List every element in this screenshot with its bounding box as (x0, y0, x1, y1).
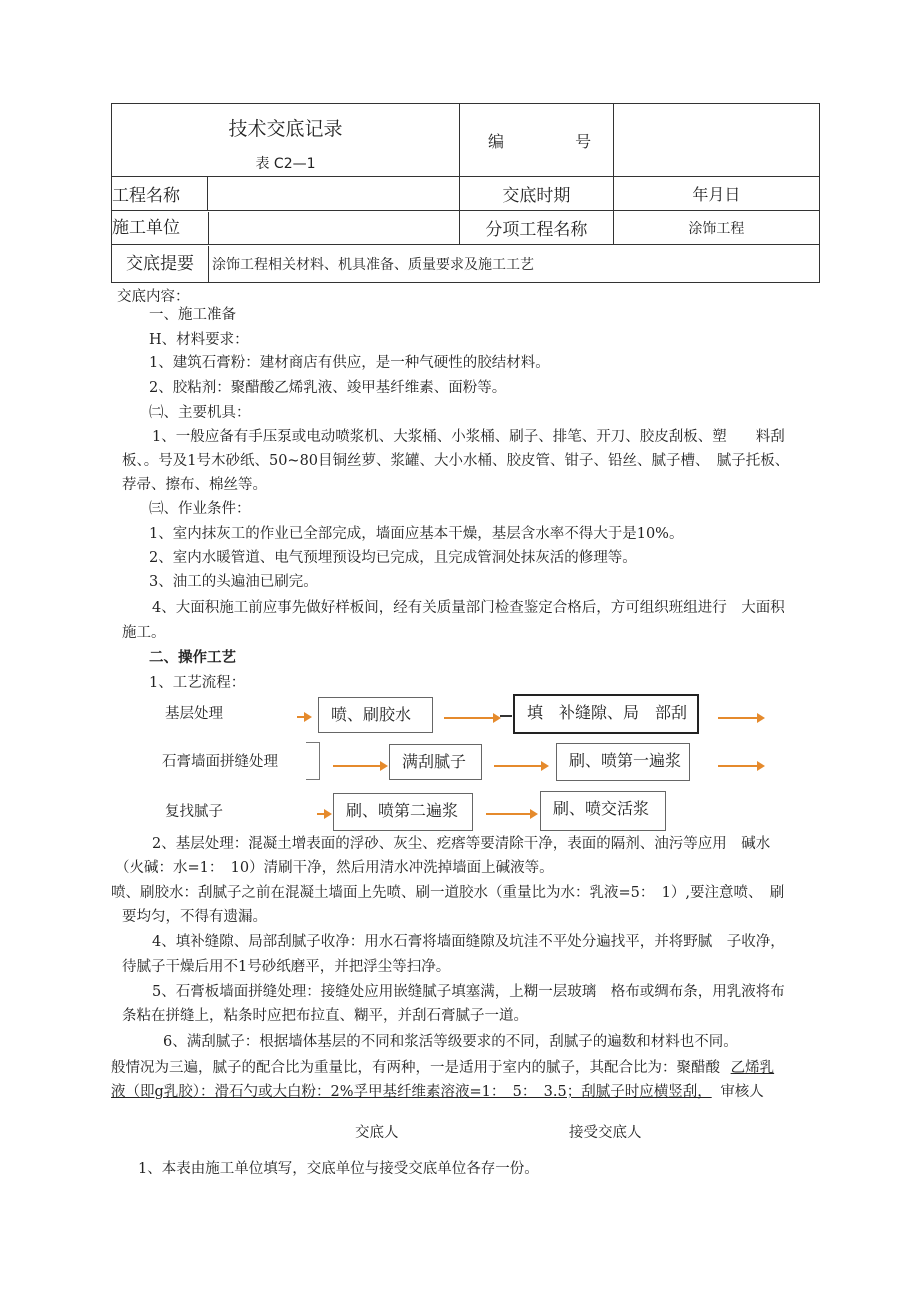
sub-project-label: 分项工程名称 (460, 211, 614, 245)
flow-box-first-coat: 刷、喷第一遍浆 (556, 743, 690, 781)
form-title: 技术交底记录 (228, 117, 343, 140)
body-line-11: 2、室内水暖管道、电气预埋预设均已完成，且完成管洞处抹灰活的修理等。 (149, 550, 637, 566)
body2-line-4: 要均匀，不得有遗漏。 (122, 909, 267, 925)
flow-box-spray-glue: 喷、刷胶水 (318, 697, 433, 733)
summary-value: 涂饰工程相关材料、机具准备、质量要求及施工工艺 (212, 256, 534, 273)
code-label-2: 号 (575, 131, 592, 151)
body-line-6: 1、一般应备有手压泵或电动喷浆机、大浆桶、小浆桶、刷子、排笔、开刀、胶皮刮板、塑 料刮 (152, 429, 785, 445)
flow-row1-label: 基层处理 (165, 706, 223, 722)
reviewer-label: 审核人 (720, 1084, 764, 1100)
body2-line-10-underlined: 乙烯乳 (730, 1060, 775, 1076)
body-line-9: ㈢、作业条件： (149, 501, 251, 517)
code-label-cell (460, 104, 614, 177)
body-line-12: 3、油工的头遍油已刷完。 (149, 574, 318, 590)
date-label: 交底时期 (460, 177, 614, 211)
body2-line-6: 待腻子干燥后用不1号砂纸磨平，并把浮尘等扫净。 (122, 959, 451, 975)
body2-line-11 (111, 1082, 764, 1102)
body-line-7: 板、。号及1号木砂纸、50~80目铜丝萝、浆罐、大小水桶、胶皮管、钳子、铅丝、腻子槽、 腻子托板、 (122, 453, 790, 469)
flow-arrow-2b (494, 765, 542, 767)
content-label: 交底内容： (117, 289, 190, 305)
body-line-8: 荐帚、擦布、棉丝等。 (122, 477, 267, 493)
flow-row2-label: 石膏墙面拼缝处理 (162, 754, 278, 770)
body2-line-8: 条粘在拼缝上，粘条时应把布拉直、糊平，并刮石膏腻子一道。 (122, 1008, 528, 1024)
receiver-label: 接受交底人 (569, 1125, 642, 1141)
title-cell (112, 104, 460, 177)
flow-arrow-2a (333, 765, 381, 767)
footnote: 1、本表由施工单位填写，交底单位与接受交底单位各存一份。 (138, 1161, 539, 1177)
summary-row (112, 245, 820, 283)
flow-arrow-1b (444, 717, 494, 719)
body-line-13: 4、大面积施工前应事先做好样板间，经有关质量部门检查鉴定合格后，方可组织班组进行 大面积 (152, 600, 785, 616)
discloser-label: 交底人 (355, 1125, 399, 1141)
project-name-divider (207, 177, 208, 211)
flow-arrow-3b (486, 813, 531, 815)
body-line-3: 1、建筑石膏粉：建材商店有供应，是一种气硬性的胶结材料。 (149, 355, 550, 371)
body2-line-2: （火碱：水=1： 10）清刷干净，然后用清水冲洗掉墙面上碱液等。 (115, 860, 554, 876)
summary-label: 交底提要 (112, 246, 209, 282)
project-unit-row (112, 211, 460, 245)
body2-line-9: 6、满刮腻子：根据墙体基层的不同和浆活等级要求的不同，刮腻子的遍数和材料也不同。 (163, 1034, 738, 1050)
flow-arrow-2c (718, 765, 758, 767)
flow-arrow-3a (317, 813, 325, 815)
body2-line-3: 喷、刷胶水：刮腻子之前在混凝土墙面上先喷、刷一道胶水（重量比为水：乳液=5： 1）,要注意喷、 刷 (111, 885, 785, 901)
flow-connector-1 (500, 715, 512, 717)
flow-box-fill-gaps: 填 补缝隙、局 部刮 (513, 694, 699, 734)
header-table (111, 103, 820, 283)
unit-label: 施工单位 (112, 212, 209, 244)
body2-line-10-text: 般情况为三遍，腻子的配合比为重量比，有两种，一是适用于室内的腻子，其配合比为：聚醋酸 (111, 1060, 720, 1076)
date-value[interactable]: 年月日 (613, 177, 819, 211)
body2-line-10 (111, 1058, 774, 1078)
body-line-15: 二、操作工艺 (149, 649, 236, 666)
project-name-label: 工程名称 (112, 177, 460, 211)
body-line-1: 一、施工准备 (149, 307, 236, 323)
body2-line-5: 4、填补缝隙、局部刮腻子收净：用水石膏将墙面缝隙及坑洼不平处分遍找平，并将野腻 子收净， (152, 934, 785, 950)
form-number: 表 C2—1 (255, 155, 316, 172)
flow-arrow-1c (718, 717, 758, 719)
body2-line-7: 5、石膏板墙面拼缝处理：接缝处应用嵌缝腻子填塞满，上糊一层玻璃 格布或绸布条，用乳液将布 (152, 984, 785, 1000)
body-line-14: 施工。 (122, 625, 166, 641)
sub-project-value[interactable]: 涂饰工程 (613, 211, 819, 245)
code-label-1: 编 (488, 131, 505, 151)
code-value[interactable] (613, 104, 819, 177)
flow-box-full-putty: 满刮腻子 (389, 744, 482, 780)
flow-box-second-coat: 刷、喷第二遍浆 (333, 793, 473, 831)
body2-line-11-text: 液（即g乳胶）：滑石勺或大白粉：2%孚甲基纤维素溶液=1： 5： 3.5；刮腻子时应横竖刮， (111, 1084, 712, 1100)
flow-bracket-2 (306, 742, 320, 780)
body-line-5: ㈡、主要机具： (149, 405, 251, 421)
body-line-16: 1、工艺流程： (149, 675, 246, 691)
body2-line-1: 2、基层处理：混凝土增表面的浮砂、灰尘、疙瘩等要清除干净，表面的隔剂、油污等应用 碱水 (152, 836, 771, 852)
flow-row3-label: 复找腻子 (165, 804, 223, 820)
flow-box-final-coat: 刷、喷交活浆 (540, 791, 666, 831)
flow-arrow-1a (297, 716, 305, 718)
body-line-2: H、材料要求： (149, 332, 249, 348)
body-line-10: 1、室内抹灰工的作业已全部完成，墙面应基本干燥，基层含水率不得大于是10%。 (149, 526, 684, 542)
body-line-4: 2、胶粘剂：聚醋酸乙烯乳液、竣甲基纤维素、面粉等。 (149, 380, 507, 396)
